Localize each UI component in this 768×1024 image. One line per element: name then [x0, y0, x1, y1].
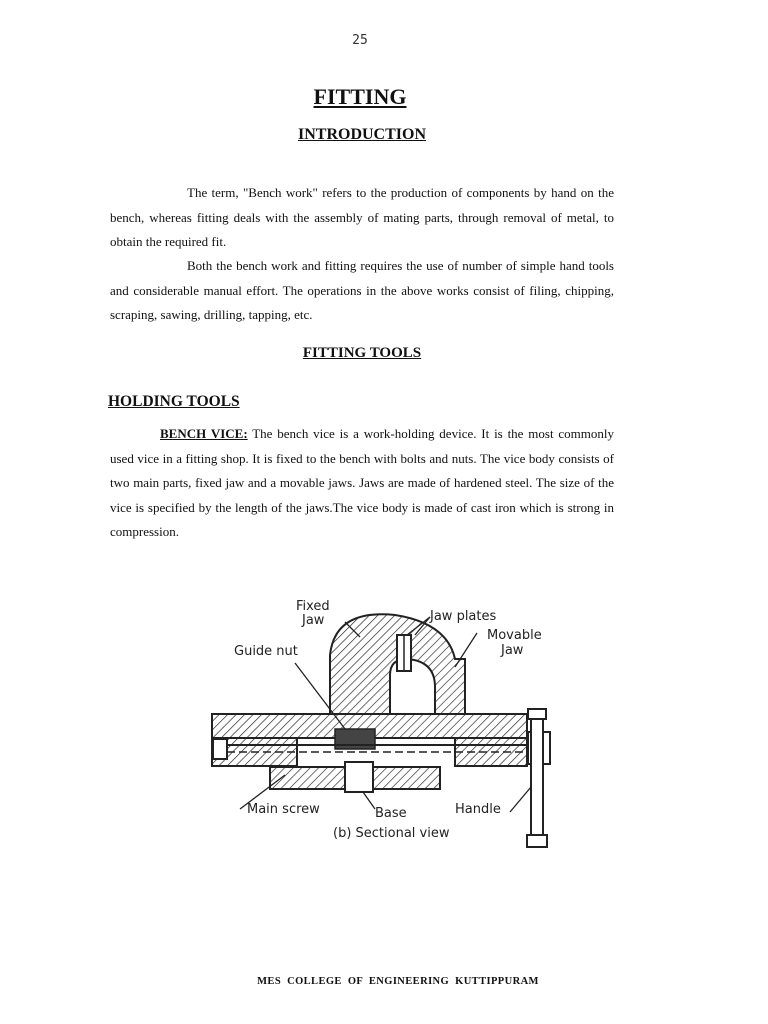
- handle-bar: [531, 715, 543, 840]
- holding-tools-heading: HOLDING TOOLS: [108, 393, 240, 410]
- intro-paragraph-1: The term, "Bench work" refers to the production of components by hand on the bench, whereas fitting deals with the assembly of mating parts, through removal of metal, to obtain the required fit.: [110, 185, 614, 250]
- fitting-tools-heading: FITTING TOOLS: [302, 345, 422, 361]
- section-title-introduction: INTRODUCTION: [297, 126, 426, 143]
- bench-vice-paragraph: [110, 422, 614, 545]
- label-main-screw: Main screw: [247, 802, 320, 817]
- bench-vice-text: The bench vice is a work-holding device. It is the most commonly used vice in a fitting shop. It is fixed to the bench with bolts and nuts. The vice body consists of two main parts, fixed jaw and a movable jaws. Jaws are made of hardened steel. The size of the vice is specified by the length of the jaws.The vice body is made of cast iron which is strong in compression.: [110, 426, 614, 540]
- label-movable-jaw: Jaw: [501, 643, 524, 658]
- label-base: Base: [375, 806, 407, 821]
- label-movable: Movable: [487, 628, 542, 643]
- label-fixed: Fixed: [296, 599, 330, 614]
- bench-vice-figure: [185, 587, 565, 862]
- figure-caption: (b) Sectional view: [333, 826, 450, 841]
- label-handle: Handle: [455, 802, 501, 817]
- bench-vice-label: BENCH VICE:: [160, 426, 248, 441]
- page-number: 25: [352, 33, 368, 48]
- page-title: FITTING: [313, 84, 407, 109]
- intro-paragraph-2: Both the bench work and fitting requires the use of number of simple hand tools and considerable manual effort. The operations in the above works consist of filing, chipping, scraping, sawing, drilling, tapping, etc.: [110, 258, 614, 323]
- page-footer: MES COLLEGE OF ENGINEERING KUTTIPPURAM: [257, 976, 539, 987]
- bench-vice-sectional-view: [185, 587, 565, 857]
- label-guide-nut: Guide nut: [234, 644, 298, 659]
- label-fixed-jaw: Jaw: [302, 613, 325, 628]
- label-jaw-plates: Jaw plates: [430, 609, 497, 624]
